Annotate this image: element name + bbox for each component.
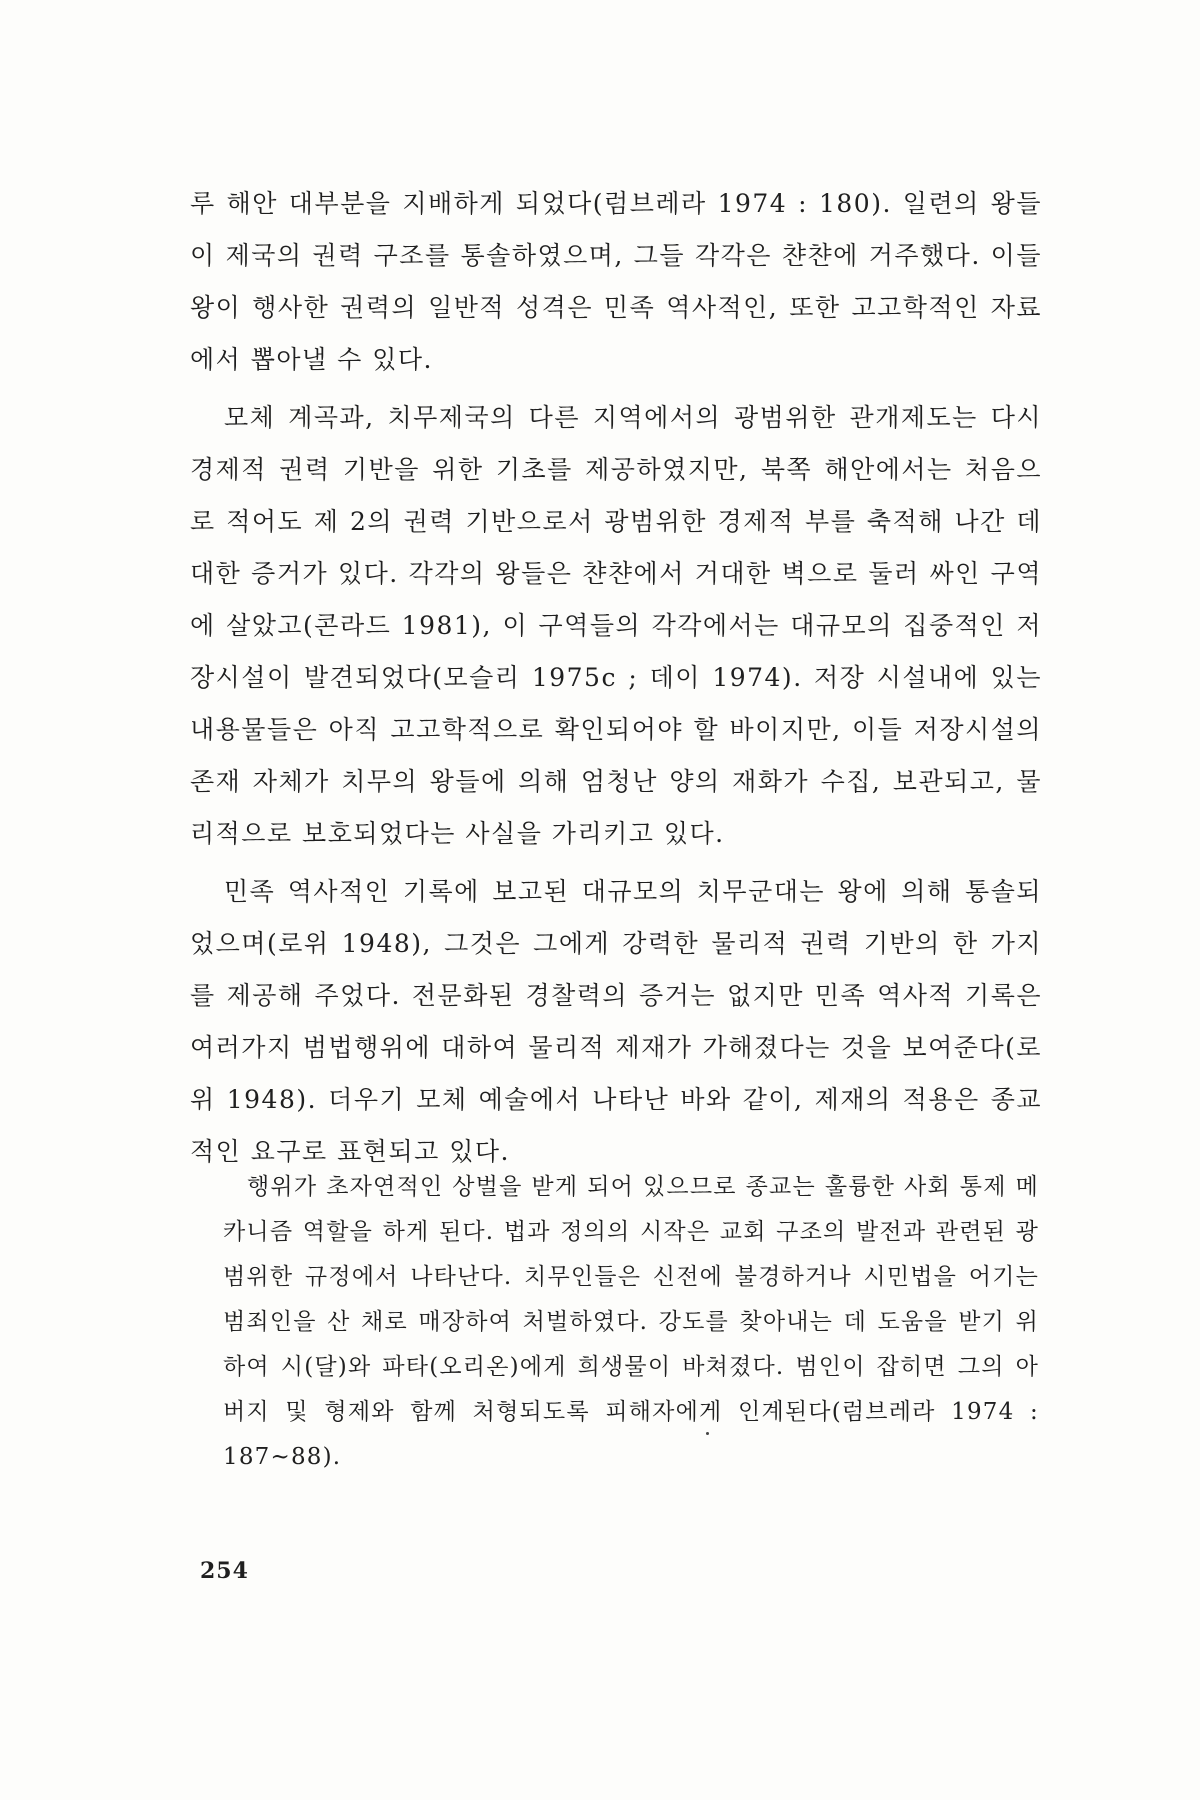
paragraph-1: 루 해안 대부분을 지배하게 되었다(럼브레라 1974 : 180). 일련의 왕들이 제국의 권력 구조를 통솔하였으며, 그들 각각은 챤챤에 거주했다. 이들 왕이 행사한 권력의 일반적 성격은 민족 역사적인, 또한 고고학적인 자료에서 뽑아낼 수 있다. bbox=[190, 189, 1042, 374]
block-quote bbox=[223, 1165, 1039, 1480]
body-text bbox=[190, 178, 1042, 1178]
paragraph-3: 민족 역사적인 기록에 보고된 대규모의 치무군대는 왕에 의해 통솔되었으며(로위 1948), 그것은 그에게 강력한 물리적 권력 기반의 한 가지를 제공해 주었다. 전문화된 경찰력의 증거는 없지만 민족 역사적 기록은 여러가지 범법행위에 대하여 물리적 제재가 가해졌다는 것을 보여준다(로위 1948). 더우기 모체 예술에서 나타난 바와 같이, 제재의 적용은 종교적인 요구로 표현되고 있다. bbox=[190, 877, 1042, 1166]
block-quote-text: 행위가 초자연적인 상벌을 받게 되어 있으므로 종교는 훌륭한 사회 통제 메카니즘 역할을 하게 된다. 법과 정의의 시작은 교회 구조의 발전과 관련된 광범위한 규정에서 나타난다. 치무인들은 신전에 불경하거나 시민법을 어기는 범죄인을 산 채로 매장하여 처벌하였다. 강도를 찾아내는 데 도움을 받기 위하여 시(달)와 파타(오리온)에게 희생물이 바쳐졌다. 범인이 잡히면 그의 아버지 및 형제와 함께 처형되도록 피해자에게 인계된다(럼브레라 1974 : 187~88). bbox=[223, 1174, 1039, 1470]
ink-speck bbox=[706, 1432, 709, 1435]
paragraph-2: 모체 계곡과, 치무제국의 다른 지역에서의 광범위한 관개제도는 다시 경제적 권력 기반을 위한 기초를 제공하였지만, 북쪽 해안에서는 처음으로 적어도 제 2의 권력 기반으로서 광범위한 경제적 부를 축적해 나간 데 대한 증거가 있다. 각각의 왕들은 챤챤에서 거대한 벽으로 둘러 싸인 구역에 살았고(콘라드 1981), 이 구역들의 각각에서는 대규모의 집중적인 저장시설이 발견되었다(모슬리 1975c ; 데이 1974). 저장 시설내에 있는 내용물들은 아직 고고학적으로 확인되어야 할 바이지만, 이들 저장시설의 존재 자체가 치무의 왕들에 의해 엄청난 양의 재화가 수집, 보관되고, 물리적으로 보호되었다는 사실을 가리키고 있다. bbox=[190, 403, 1042, 848]
page-number: 254 bbox=[200, 1558, 249, 1584]
